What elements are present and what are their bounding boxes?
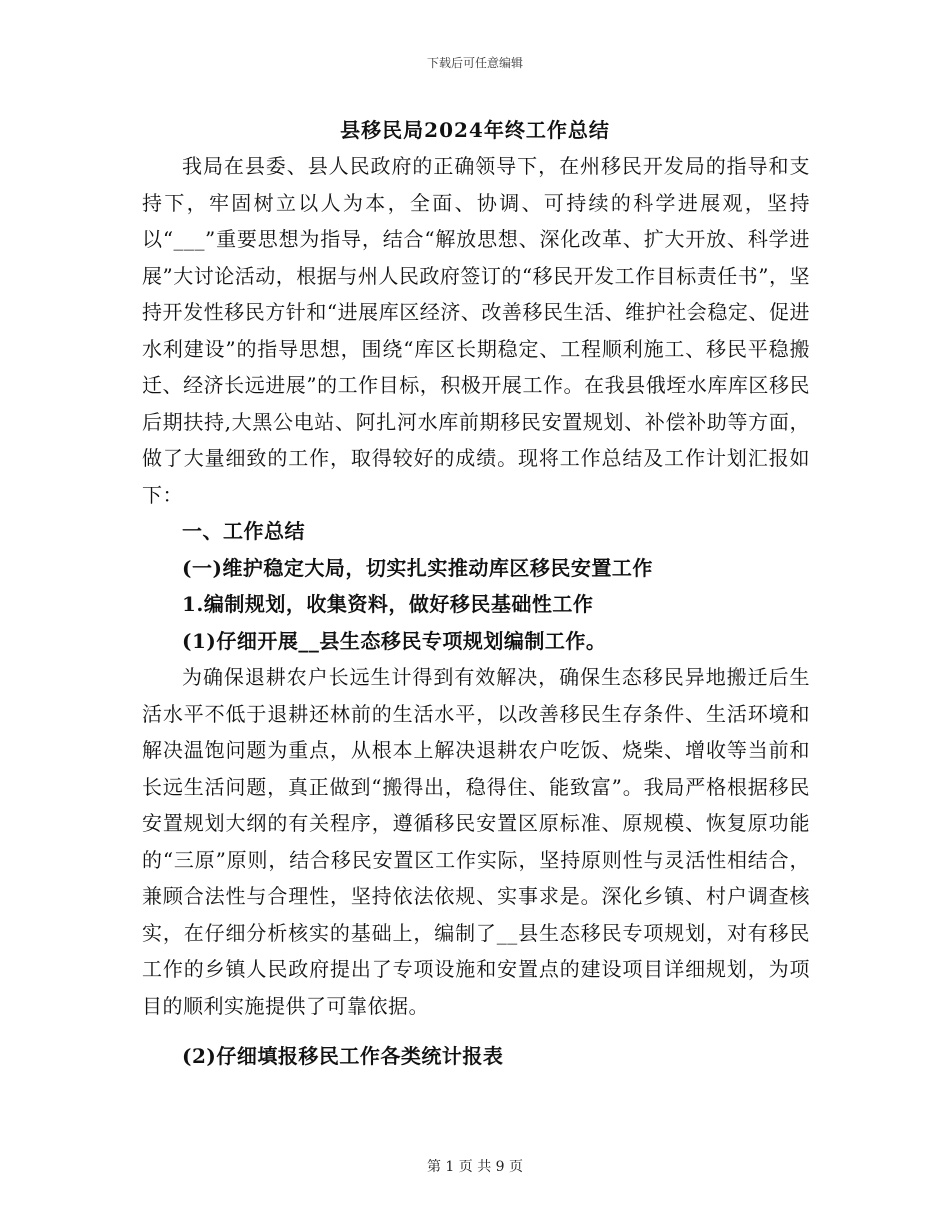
- item-heading-1: 1.编制规划，收集资料，做好移民基础性工作: [182, 592, 594, 616]
- item-heading-1-1: (1)仔细开展__县生态移民专项规划编制工作。: [182, 628, 607, 653]
- document-body: [142, 148, 810, 1075]
- section-heading-1: 一、工作总结: [182, 519, 305, 543]
- page-number: 第 1 页 共 9 页: [426, 1159, 524, 1175]
- intro-paragraph: 我局在县委、县人民政府的正确领导下，在州移民开发局的指导和支持下，牢固树立以人为本，全面、协调、可持续的科学进展观，坚持以“___”重要思想为指导，结合“解放思想、深化改革、扩大开放、科学进展”大讨论活动，根据与州人民政府签订的“移民开发工作目标责任书”，坚持开发性移民方针和“进展库区经济、改善移民生活、维护社会稳定、促进水利建设”的指导思想，围绕“库区长期稳定、工程顺利施工、移民平稳搬迁、经济长远进展”的工作目标，积极开展工作。在我县俄垤水库库区移民后期扶持,大黑公电站、阿扎河水库前期移民安置规划、补偿补助等方面，做了大量细致的工作，取得较好的成绩。现将工作总结及工作计划汇报如下：: [142, 154, 810, 507]
- page-header-note: 下载后可任意编辑: [426, 56, 523, 70]
- subsection-heading-1-1: (一)维护稳定大局，切实扎实推动库区移民安置工作: [182, 555, 653, 580]
- item-heading-1-2: (2)仔细填报移民工作各类统计报表: [182, 1044, 504, 1068]
- document-title: 县移民局2024年终工作总结: [340, 118, 610, 142]
- planning-paragraph: 为确保退耕农户长远生计得到有效解决，确保生态移民异地搬迁后生活水平不低于退耕还林前的生活水平，以改善移民生存条件、生活环境和解决温饱问题为重点，从根本上解决退耕农户吃饭、烧柴、增收等当前和长远生活问题，真正做到“搬得出，稳得住、能致富”。我局严格根据移民安置规划大纲的有关程序，遵循移民安置区原标准、原规模、恢复原功能的“三原”原则，结合移民安置区工作实际，坚持原则性与灵活性相结合，兼顾合法性与合理性，坚持依法依规、实事求是。深化乡镇、村户调查核实，在仔细分析核实的基础上，编制了__县生态移民专项规划，对有移民工作的乡镇人民政府提出了专项设施和安置点的建设项目详细规划，为项目的顺利实施提供了可靠依据。: [142, 665, 810, 1018]
